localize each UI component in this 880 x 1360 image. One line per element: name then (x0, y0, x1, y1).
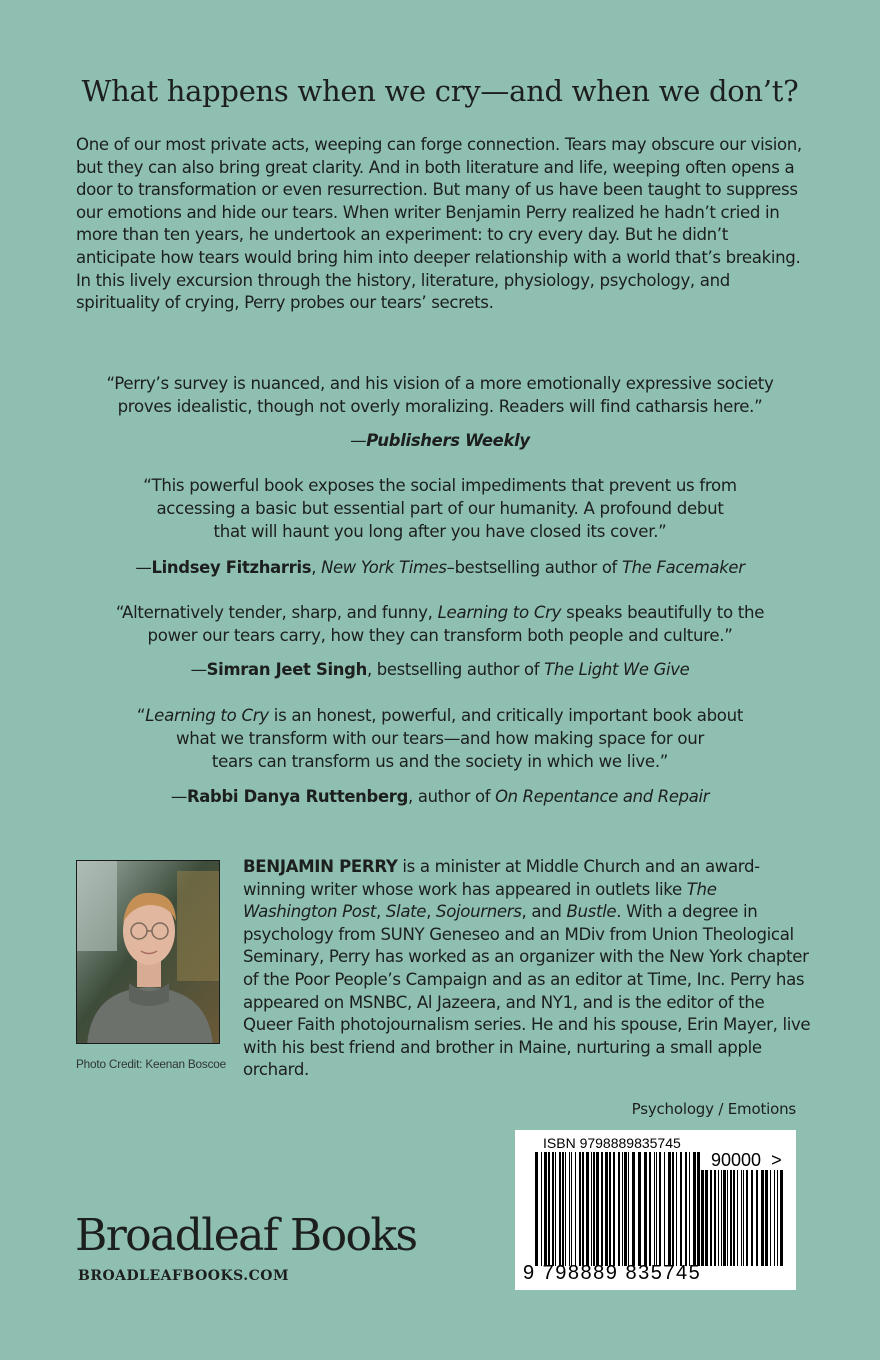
barcode-bar (685, 1152, 687, 1266)
barcode-bar (559, 1152, 561, 1266)
outlet-name: Bustle (566, 902, 617, 922)
barcode-bar (714, 1170, 716, 1266)
barcode-bar (659, 1152, 661, 1266)
barcode-bar (751, 1170, 753, 1266)
barcode-bar (569, 1152, 570, 1266)
quote-line: that will haunt you long after you have closed its cover.” (213, 522, 667, 541)
barcode-bar (689, 1152, 690, 1266)
barcode-bar (565, 1152, 566, 1266)
barcode-bar (737, 1170, 738, 1266)
barcode-bar (562, 1152, 564, 1266)
quote-line: “Perry’s survey is nuanced, and his vision of a more emotionally expressive society (106, 374, 774, 393)
barcode-bar (622, 1152, 623, 1266)
barcode-bar (649, 1152, 651, 1266)
barcode-bar (718, 1170, 719, 1266)
barcode-bar (624, 1152, 627, 1266)
blurb-attribution-fitzharris: —Lindsey Fitzharris, New York Times–bestselling author of The Facemaker (135, 558, 745, 577)
outlet-name: New York Times (321, 558, 447, 577)
quote-line: what we transform with our tears—and how making space for our (175, 729, 705, 748)
quote-line: tears can transform us and the society in which we live.” (211, 752, 669, 771)
barcode-bar (613, 1152, 615, 1266)
quote-line: proves idealistic, though not overly moralizing. Readers will find catharsis here.” (117, 397, 763, 416)
author-name: Simran Jeet Singh (206, 660, 367, 679)
barcode-bar (693, 1152, 696, 1266)
barcode-bar (593, 1152, 595, 1266)
book-description: One of our most private acts, weeping can forge connection. Tears may obscure our vision, but they can also bring great clarity. And in both literature and life, weeping often opens a door to transformation or even resurrection. But many of us have been taught to suppress our emotions and hide our tears. When writer Benjamin Perry realized he hadn’t cried in more than ten years, he undertook an experiment: to cry every day. But he didn’t anticipate how tears would bring him into deeper relationship with a world that’s breaking. In this lively excursion through the history, literature, physiology, psychology, and spirituality of crying, Perry probes our tears’ secrets. (76, 135, 802, 313)
isbn-digits: 9 798889 835745 (523, 1262, 702, 1284)
publisher-url: BROADLEAFBOOKS.COM (78, 1268, 289, 1284)
barcode-bar (765, 1170, 768, 1266)
barcode-bar (654, 1152, 655, 1266)
barcode-bar (721, 1170, 722, 1266)
barcode-bar (632, 1152, 635, 1266)
blurb-attribution-ruttenberg: —Rabbi Danya Ruttenberg, author of On Repentance and Repair (170, 787, 710, 806)
barcode-bar (638, 1152, 641, 1266)
barcode-bar (586, 1152, 589, 1266)
barcode-bars-icon (535, 1152, 701, 1266)
quote-line: “This powerful book exposes the social impediments that prevent us from (143, 476, 737, 495)
addon-barcode-bars-icon (699, 1170, 785, 1266)
barcode-bar (777, 1170, 778, 1266)
book-category: Psychology / Emotions (631, 1100, 796, 1118)
barcode-bar (756, 1170, 758, 1266)
author-name: Lindsey Fitzharris (151, 558, 312, 577)
quote-line: accessing a basic but essential part of our humanity. A profound debut (156, 499, 724, 518)
blurb-quote-singh (80, 601, 800, 647)
barcode-bar (575, 1152, 576, 1266)
barcode-bar (743, 1170, 744, 1266)
barcode-bar (609, 1152, 611, 1266)
barcode-bar (780, 1170, 783, 1266)
barcode-bar (656, 1152, 657, 1266)
barcode-bar (628, 1152, 629, 1266)
barcode-bar (774, 1170, 775, 1266)
blurb-quote-ruttenberg (80, 704, 800, 773)
barcode-bar (579, 1152, 581, 1266)
barcode-bar (605, 1152, 608, 1266)
barcode-bar (571, 1152, 572, 1266)
barcode-bar (601, 1152, 603, 1266)
outlet-name: Slate (385, 902, 427, 922)
barcode-bar (582, 1152, 584, 1266)
publisher-logo: Broadleaf Books (75, 1210, 417, 1261)
barcode-bar (761, 1170, 764, 1266)
barcode-bar (541, 1152, 542, 1266)
barcode-bar (727, 1170, 728, 1266)
barcode-bar (746, 1170, 748, 1266)
isbn-barcode (515, 1130, 796, 1290)
quote-line: power our tears carry, how they can transform both people and culture.” (147, 626, 733, 645)
blurb-quote-fitzharris (80, 474, 800, 543)
source-name: Publishers Weekly (366, 431, 530, 450)
quote-line: “Alternatively tender, sharp, and funny, Learning to Cry speaks beautifully to the (115, 603, 765, 622)
price-code: 90000 > (711, 1150, 782, 1170)
isbn-label: ISBN 9798889835745 (543, 1135, 681, 1151)
headline: What happens when we cry—and when we don’t? (81, 74, 799, 108)
barcode-bar (664, 1152, 665, 1266)
barcode-bar (741, 1170, 742, 1266)
quote-line: “Learning to Cry is an honest, powerful, and critically important book about (136, 706, 744, 725)
book-title: On Repentance and Repair (495, 787, 710, 806)
author-photo (76, 860, 220, 1044)
book-title: Learning to Cry (145, 706, 269, 725)
photo-credit: Photo Credit: Keenan Boscoe (76, 1057, 227, 1071)
barcode-bar (555, 1152, 556, 1266)
author-bio: BENJAMIN PERRY is a minister at Middle Church and an award-winning writer whose work has appeared in outlets like The Washington Post, Slate, Sojourners, and Bustle. With a degree in psychology from SUNY Geneseo and an MDiv from Union Theological Seminary, Perry has worked as an organizer with the New York chapter of the Poor People’s Campaign and as an editor at Time, Inc. Perry has appeared on MSNBC, Al Jazeera, and NY1, and is the editor of the Queer Faith photojournalism series. He and his spouse, Erin Mayer, live with his best friend and brother in Maine, nurturing a small apple orchard. (243, 857, 811, 1080)
barcode-bar (644, 1152, 647, 1266)
outlet-name: The Washington Post (243, 879, 717, 922)
barcode-bar (730, 1170, 732, 1266)
book-title: Learning to Cry (437, 603, 562, 622)
barcode-bar (733, 1170, 735, 1266)
outlet-name: Sojourners (436, 902, 522, 922)
barcode-bar (705, 1170, 708, 1266)
barcode-bar (552, 1152, 554, 1266)
barcode-bar (618, 1152, 620, 1266)
author-portrait-illustration (77, 861, 220, 1044)
blurb-quote-publishers-weekly (80, 372, 800, 418)
barcode-bar (591, 1152, 592, 1266)
barcode-bar (701, 1170, 704, 1266)
blurb-attribution-publishers-weekly: —Publishers Weekly (350, 431, 530, 450)
blurb-attribution-singh: —Simran Jeet Singh, bestselling author of The Light We Give (190, 660, 690, 679)
barcode-bar (710, 1170, 712, 1266)
barcode-bar (676, 1152, 677, 1266)
barcode-bar (535, 1152, 538, 1266)
book-title: The Facemaker (621, 558, 745, 577)
barcode-bar (699, 1170, 700, 1266)
barcode-bar (672, 1152, 674, 1266)
barcode-bar (680, 1152, 682, 1266)
book-title: The Light We Give (544, 660, 690, 679)
barcode-bar (723, 1170, 726, 1266)
barcode-bar (596, 1152, 599, 1266)
barcode-bar (544, 1152, 547, 1266)
barcode-bar (548, 1152, 550, 1266)
barcode-bar (668, 1152, 671, 1266)
author-name: BENJAMIN PERRY (243, 857, 398, 876)
barcode-bar (770, 1170, 771, 1266)
author-name: Rabbi Danya Ruttenberg (186, 787, 409, 806)
